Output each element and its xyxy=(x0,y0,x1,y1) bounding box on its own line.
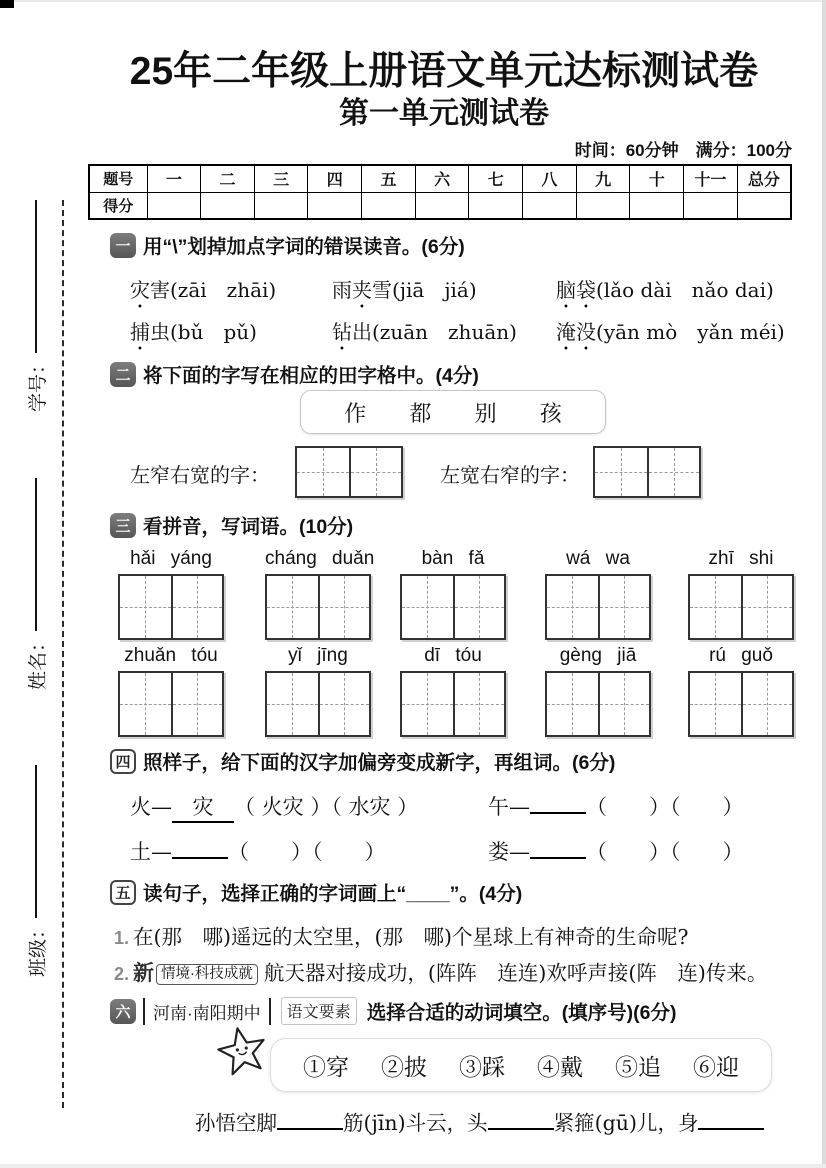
class-field xyxy=(18,765,54,977)
tianzige-cell[interactable] xyxy=(267,673,318,735)
tianzige-cell[interactable] xyxy=(741,673,792,735)
q3-pinyin-group xyxy=(400,548,506,640)
time-score-meta: 时间：60分钟 满分：100分 xyxy=(574,141,792,160)
q6-title: 选择合适的动词填空。(填序号)(6分) xyxy=(366,1002,677,1024)
pinyin-label: zhuǎn tóu xyxy=(124,645,218,666)
q1-item: 灾害(zāi zhāi) xyxy=(130,278,277,302)
q3-pinyin-group xyxy=(688,548,794,640)
q3-tianzige-grid xyxy=(688,671,794,737)
score-cell[interactable] xyxy=(362,192,416,219)
q5-number-badge: 五 xyxy=(110,880,136,905)
q1-item: 钻出(zuān zhuān) xyxy=(332,320,517,344)
dotted-char: 淹没 xyxy=(556,320,596,344)
score-header-cell: 八 xyxy=(523,165,577,192)
q4-blank[interactable] xyxy=(530,839,586,859)
tianzige-cell[interactable] xyxy=(318,576,369,638)
tianzige-cell[interactable] xyxy=(598,576,649,638)
score-cell[interactable] xyxy=(201,192,255,219)
tianzige-cell[interactable] xyxy=(120,673,171,735)
new-context-tag: 新 xyxy=(133,960,155,985)
q3-tianzige-grid xyxy=(688,574,794,640)
q3-tianzige-grid xyxy=(545,574,651,640)
tianzige-cell[interactable] xyxy=(741,576,792,638)
q5-title: 读句子，选择正确的字词画上“____”。(4分) xyxy=(143,883,523,905)
q3-tianzige-grid xyxy=(265,574,371,640)
student-id-blank-line[interactable] xyxy=(35,200,37,353)
score-cell[interactable] xyxy=(254,192,308,219)
q1-header xyxy=(110,231,465,259)
score-header-cell: 十 xyxy=(630,165,684,192)
dotted-char: 夹 xyxy=(352,278,372,302)
q6-option: ②披 xyxy=(381,1054,427,1081)
q6-sentence: 孙悟空脚 筋(jīn)斗云，头 紧箍(gū)儿，身 xyxy=(195,1106,764,1136)
q2-tianzige-grid xyxy=(593,446,701,498)
score-cell[interactable] xyxy=(576,192,630,219)
item-number: 1. xyxy=(114,928,130,948)
q3-pinyin-group xyxy=(545,645,651,737)
q6-blank[interactable] xyxy=(488,1111,554,1130)
score-header-cell: 总分 xyxy=(737,165,791,192)
q2-header xyxy=(110,360,479,388)
q1-item: 脑袋(lǎo dài nǎo dai) xyxy=(556,278,774,302)
q4-item: 午— （ ）（ ） xyxy=(488,795,744,819)
q4-item: 娄— （ ）（ ） xyxy=(488,840,744,864)
q3-number-badge: 三 xyxy=(110,513,136,538)
q1-title: 用“\”划掉加点字词的错误读音。(6分) xyxy=(143,236,465,258)
q2-title: 将下面的字写在相应的田字格中。(4分) xyxy=(143,365,479,387)
q4-blank[interactable] xyxy=(172,839,228,859)
scan-edge-right xyxy=(822,0,826,1168)
tianzige-cell[interactable] xyxy=(318,673,369,735)
pinyin-label: yǐ jīng xyxy=(288,645,348,666)
q3-pinyin-group xyxy=(688,645,794,737)
context-theme-tag: 情境·科技成就 xyxy=(156,964,258,985)
score-header-cell: 十一 xyxy=(684,165,738,192)
q6-option: ①穿 xyxy=(303,1054,349,1081)
tianzige-cell[interactable] xyxy=(402,576,453,638)
fold-dashed-line xyxy=(62,200,64,1108)
score-cell[interactable] xyxy=(523,192,577,219)
pinyin-label: rú guǒ xyxy=(709,645,773,666)
score-table xyxy=(88,164,792,220)
q3-pinyin-group xyxy=(265,548,375,640)
q2-char: 别 xyxy=(474,401,497,427)
q3-pinyin-group xyxy=(545,548,651,640)
q4-item: 土— （ ）（ ） xyxy=(130,840,386,864)
tianzige-cell[interactable] xyxy=(402,673,453,735)
paper-subtitle: 第一单元测试卷 xyxy=(339,97,549,130)
q6-option: ⑥迎 xyxy=(693,1054,739,1081)
scan-corner-mark xyxy=(0,0,14,8)
item-number: 2. xyxy=(114,964,130,984)
exam-source-tag: 河南·南阳期中 xyxy=(143,998,271,1025)
score-cell[interactable] xyxy=(737,192,791,219)
student-id-field xyxy=(18,200,54,412)
score-header-cell: 六 xyxy=(415,165,469,192)
tianzige-cell[interactable] xyxy=(453,576,504,638)
language-element-tag: 语文要素 xyxy=(281,997,357,1025)
pinyin-label: cháng duǎn xyxy=(265,548,375,569)
q3-pinyin-group xyxy=(118,548,224,640)
score-header-cell: 七 xyxy=(469,165,523,192)
q2-char: 孩 xyxy=(539,401,562,427)
q5-header xyxy=(110,878,522,906)
q3-tianzige-grid xyxy=(118,671,224,737)
q2-char: 都 xyxy=(409,401,432,427)
q3-tianzige-grid xyxy=(265,671,371,737)
pinyin-label: zhī shi xyxy=(708,548,774,569)
star-face-icon xyxy=(210,1019,276,1090)
score-table-score-row xyxy=(89,192,791,219)
q4-header xyxy=(110,747,615,775)
q2-tianzige-grid xyxy=(295,446,403,498)
q3-pinyin-group xyxy=(265,645,371,737)
q2-label-narrow-wide: 左窄右宽的字： xyxy=(130,463,270,487)
tianzige-cell[interactable] xyxy=(598,673,649,735)
score-header-cell: 二 xyxy=(201,165,255,192)
q4-row xyxy=(130,791,790,823)
q2-label-wide-narrow: 左宽右窄的字： xyxy=(440,463,580,487)
student-name-field xyxy=(18,478,54,690)
q3-tianzige-grid xyxy=(400,671,506,737)
q3-tianzige-grid xyxy=(400,574,506,640)
q4-blank[interactable] xyxy=(530,794,586,814)
pinyin-label: gèng jiā xyxy=(559,645,637,666)
q6-options-box xyxy=(270,1038,772,1092)
q6-option: ④戴 xyxy=(537,1054,583,1081)
class-blank-line[interactable] xyxy=(35,765,37,918)
tianzige-cell[interactable] xyxy=(171,673,222,735)
class-label: 班级： xyxy=(26,919,49,977)
q4-example-stem: 火— xyxy=(130,795,172,819)
tianzige-cell[interactable] xyxy=(690,576,741,638)
paper-title: 25年二年级上册语文单元达标测试卷 xyxy=(129,50,759,93)
q5-item-2: 2. 新 情境·科技成就 航天器对接成功，(阵阵 连连)欢呼声接(阵 连)传来。 xyxy=(114,960,768,985)
tianzige-cell[interactable] xyxy=(595,448,647,496)
tianzige-cell[interactable] xyxy=(349,448,401,496)
tianzige-cell[interactable] xyxy=(120,576,171,638)
q6-number-badge: 六 xyxy=(110,999,136,1024)
score-cell[interactable] xyxy=(469,192,523,219)
score-row-label: 得分 xyxy=(89,192,147,219)
q6-option: ⑤追 xyxy=(615,1054,661,1081)
dotted-char: 钻 xyxy=(332,320,352,344)
score-cell[interactable] xyxy=(147,192,201,219)
q1-item: 雨夹雪(jiā jiá) xyxy=(332,278,477,302)
tianzige-cell[interactable] xyxy=(453,673,504,735)
q2-number-badge: 二 xyxy=(110,362,136,387)
score-header-cell: 五 xyxy=(362,165,416,192)
score-header-cell: 四 xyxy=(308,165,362,192)
score-header-cell: 三 xyxy=(254,165,308,192)
q4-title: 照样子，给下面的汉字加偏旁变成新字，再组词。(6分) xyxy=(143,752,616,774)
tianzige-cell[interactable] xyxy=(690,673,741,735)
pinyin-label: wá wa xyxy=(566,548,630,569)
q2-char: 作 xyxy=(344,401,367,427)
student-name-label: 姓名： xyxy=(26,632,49,690)
q2-character-box xyxy=(300,390,606,434)
q1-number-badge: 一 xyxy=(110,233,136,258)
score-cell[interactable] xyxy=(415,192,469,219)
score-header-cell: 九 xyxy=(576,165,630,192)
q6-header xyxy=(110,997,677,1025)
q4-example-words: （ 火灾 ）（ 水灾 ） xyxy=(234,795,419,819)
q3-header xyxy=(110,511,353,539)
score-table-header-row xyxy=(89,165,791,192)
tianzige-cell[interactable] xyxy=(547,673,598,735)
score-header-cell: 一 xyxy=(147,165,201,192)
q1-item: 捕虫(bǔ pǔ) xyxy=(130,320,257,344)
dotted-char: 脑袋 xyxy=(556,278,596,302)
tianzige-cell[interactable] xyxy=(171,576,222,638)
q4-row xyxy=(130,836,790,866)
score-cell[interactable] xyxy=(684,192,738,219)
q6-blank[interactable] xyxy=(277,1111,343,1130)
student-id-label: 学号： xyxy=(26,354,49,412)
q3-title: 看拼音，写词语。(10分) xyxy=(143,516,354,538)
tianzige-cell[interactable] xyxy=(547,576,598,638)
q3-tianzige-grid xyxy=(118,574,224,640)
q3-tianzige-grid xyxy=(545,671,651,737)
score-cell[interactable] xyxy=(308,192,362,219)
q3-pinyin-group xyxy=(400,645,506,737)
tianzige-cell[interactable] xyxy=(267,576,318,638)
score-header-cell: 题号 xyxy=(89,165,147,192)
q6-blank[interactable] xyxy=(698,1111,764,1130)
q6-option: ③踩 xyxy=(459,1054,505,1081)
tianzige-cell[interactable] xyxy=(297,448,349,496)
dotted-char: 灾 xyxy=(130,278,150,302)
student-name-blank-line[interactable] xyxy=(35,478,37,631)
pinyin-label: dī tóu xyxy=(424,645,482,666)
score-cell[interactable] xyxy=(630,192,684,219)
tianzige-cell[interactable] xyxy=(647,448,699,496)
q4-number-badge: 四 xyxy=(110,749,136,774)
dotted-char: 捕 xyxy=(130,320,150,344)
pinyin-label: hǎi yáng xyxy=(130,548,212,569)
q4-example-answer: 灾 xyxy=(172,791,234,823)
pinyin-label: bàn fǎ xyxy=(421,548,485,569)
q1-item: 淹没(yān mò yǎn méi) xyxy=(556,320,785,344)
q5-item-1: 1. 在(那 哪)遥远的太空里，(那 哪)个星球上有神奇的生命呢? xyxy=(114,925,689,949)
q3-pinyin-group xyxy=(118,645,224,737)
